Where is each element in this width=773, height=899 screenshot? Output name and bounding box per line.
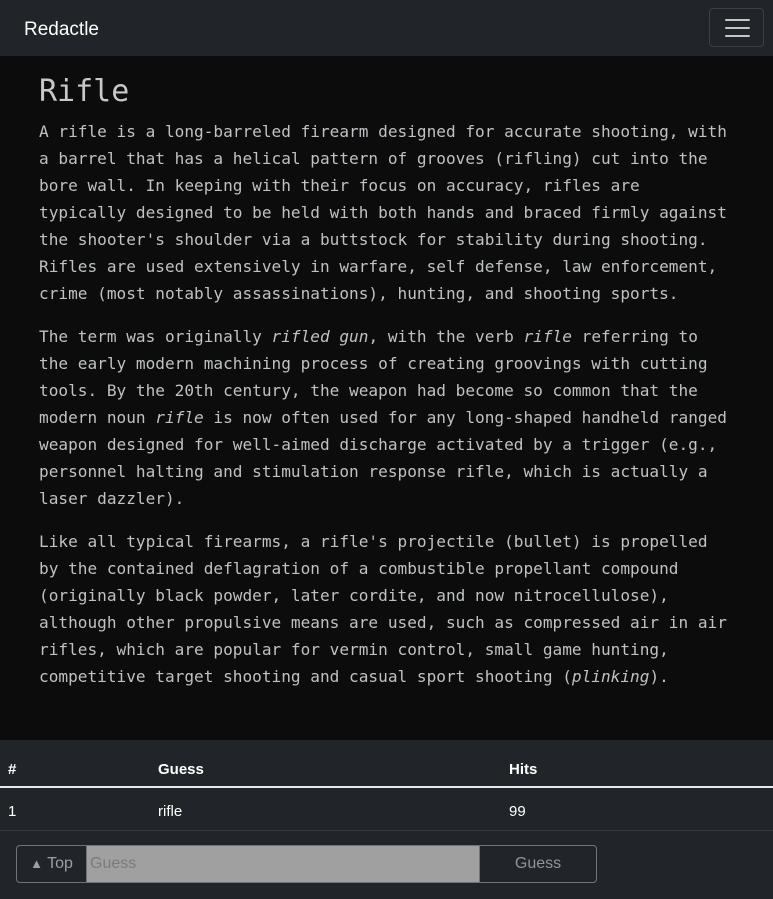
guess-table	[0, 740, 773, 831]
header-number[interactable]: #	[8, 761, 17, 778]
article	[39, 62, 729, 706]
guess-input[interactable]	[86, 845, 480, 883]
scroll-top-button[interactable]: ▲ Top	[16, 845, 86, 883]
triangle-up-icon: ▲	[30, 856, 43, 871]
guess-button[interactable]: Guess	[479, 845, 597, 883]
row-guess: rifle	[158, 803, 183, 820]
brand-title[interactable]: Redactle	[24, 19, 99, 40]
table-header	[0, 740, 773, 788]
guess-bar	[0, 831, 773, 899]
header-guess[interactable]: Guess	[158, 761, 204, 778]
article-paragraph-2: The term was originally rifled gun, with the verb rifle referring to the early modern machining process of creating groovings with cutting tools. By the 20th century, the weapon had become so common that the modern noun rifle is now often used for any long-shaped handheld ranged weapon designed for well-aimed discharge activated by a trigger (e.g., personnel halting and stimulation response rifle, which is actually a laser dazzler).	[39, 327, 727, 508]
header-hits[interactable]: Hits	[509, 761, 538, 778]
article-title: Rifle	[39, 74, 130, 109]
row-number: 1	[8, 803, 17, 820]
row-hits: 99	[509, 803, 526, 820]
article-paragraph-1: A rifle is a long-barreled firearm designed for accurate shooting, with a barrel that has a helical pattern of grooves (rifling) cut into the bore wall. In keeping with their focus on accuracy, rifles are typically designed to be held with both hands and braced firmly against the shooter's shoulder via a buttstock for stability during shooting. Rifles are used extensively in warfare, self defense, law enforcement, crime (most notably assassinations), hunting, and shooting sports.	[39, 122, 727, 303]
article-paragraph-3: Like all typical firearms, a rifle's projectile (bullet) is propelled by the contained deflagration of a combustible propellant compound (originally black powder, later cordite, and now nitrocellulose), although other propulsive means are used, such as compressed air in air rifles, which are popular for vermin control, small game hunting, competitive target shooting and casual sport shooting (plinking).	[39, 532, 727, 686]
table-row[interactable]	[0, 788, 773, 831]
menu-toggle-button[interactable]	[709, 8, 764, 47]
navbar	[0, 0, 773, 56]
